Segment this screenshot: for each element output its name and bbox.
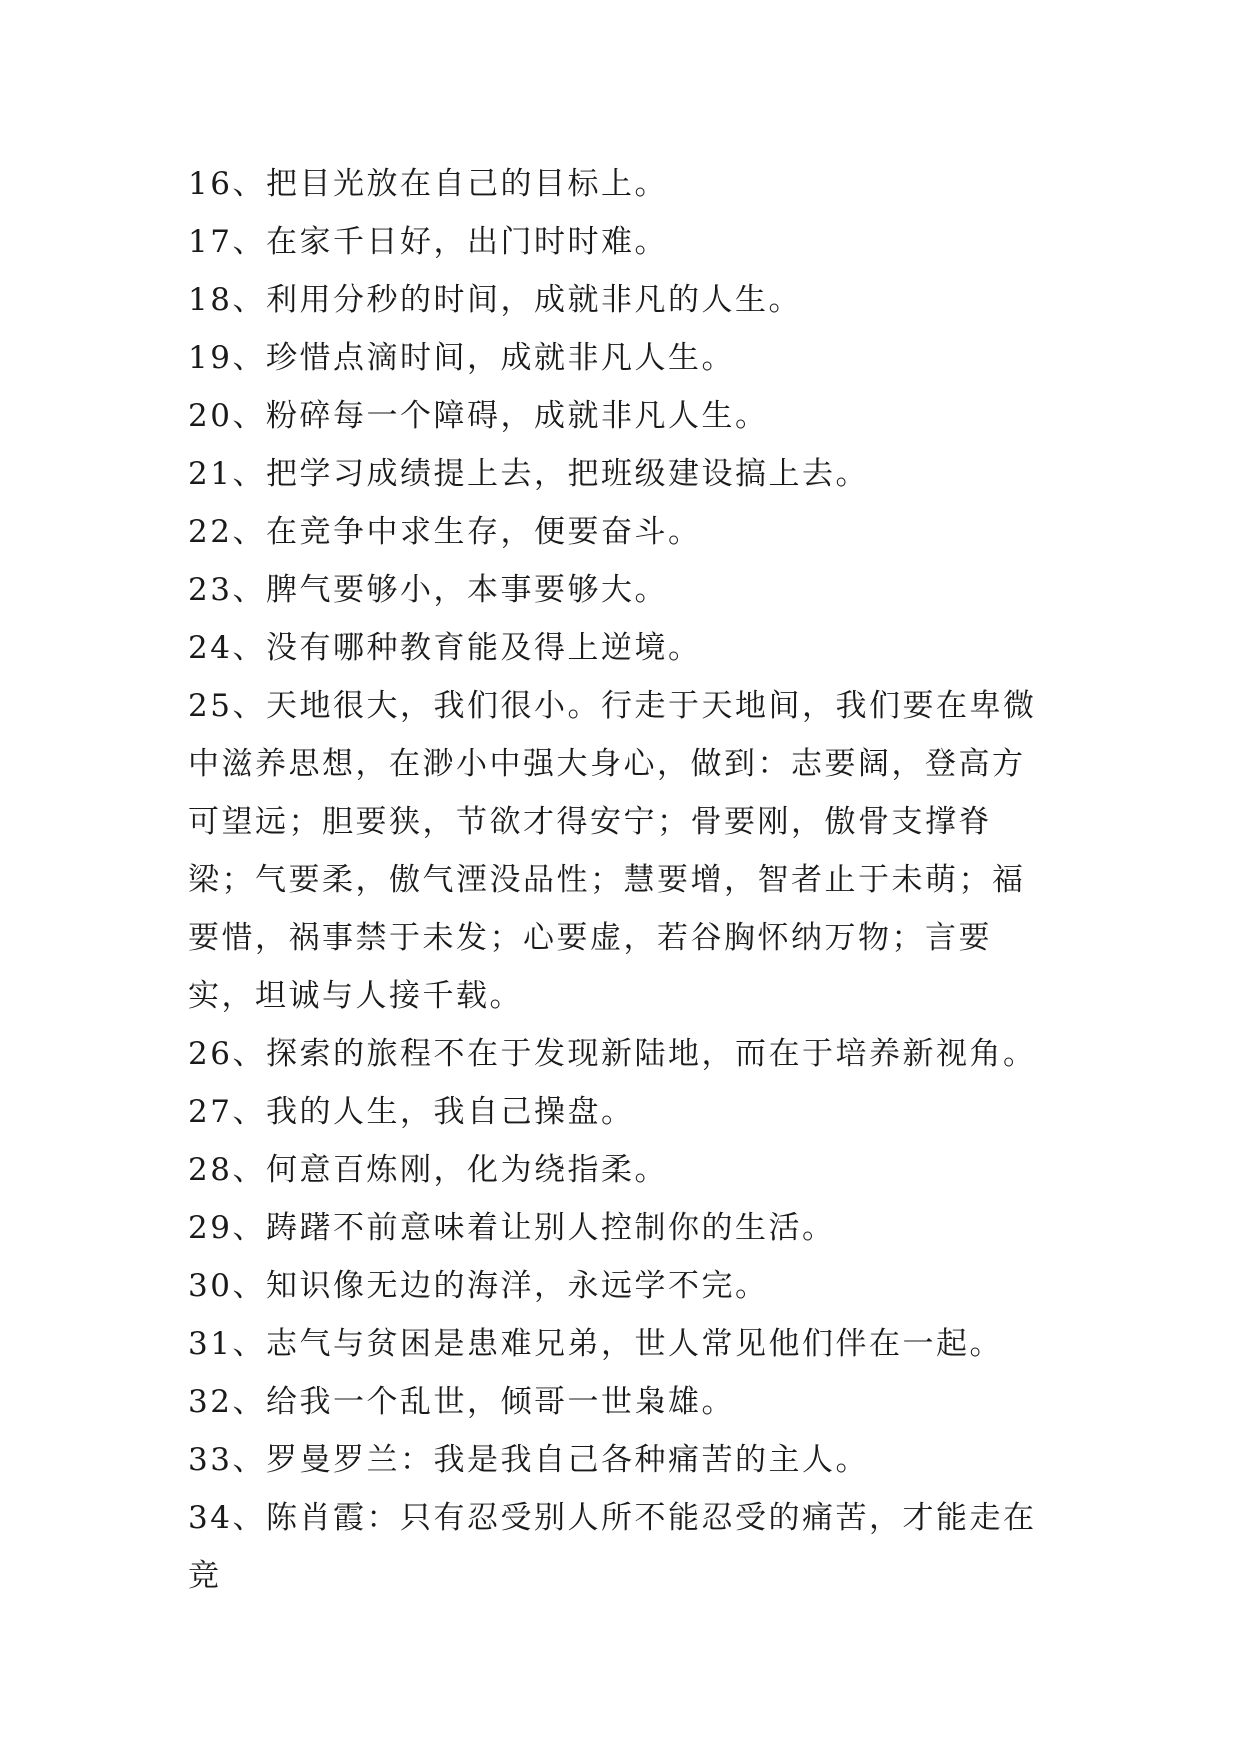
list-item: 19、珍惜点滴时间，成就非凡人生。 (188, 340, 735, 376)
list-item: 31、志气与贫困是患难兄弟，世人常见他们伴在一起。 (188, 1326, 1003, 1362)
list-item: 23、脾气要够小，本事要够大。 (188, 572, 668, 608)
list-item: 21、把学习成绩提上去，把班级建设搞上去。 (188, 456, 869, 492)
list-item: 30、知识像无边的海洋，永远学不完。 (188, 1268, 769, 1304)
list-item: 33、罗曼罗兰：我是我自己各种痛苦的主人。 (188, 1442, 869, 1478)
list-item: 24、没有哪种教育能及得上逆境。 (188, 630, 702, 666)
quote-list (188, 155, 1056, 1605)
list-item: 17、在家千日好，出门时时难。 (188, 224, 668, 260)
list-item: 16、把目光放在自己的目标上。 (188, 166, 668, 202)
list-item: 22、在竞争中求生存，便要奋斗。 (188, 514, 702, 550)
list-item: 28、何意百炼刚，化为绕指柔。 (188, 1152, 668, 1188)
list-item: 27、我的人生，我自己操盘。 (188, 1094, 635, 1130)
list-item: 18、利用分秒的时间，成就非凡的人生。 (188, 282, 802, 318)
list-item: 34、陈肖霞：只有忍受别人所不能忍受的痛苦，才能走在竞 (188, 1500, 1037, 1594)
list-item: 32、给我一个乱世，倾哥一世枭雄。 (188, 1384, 735, 1420)
list-item: 26、探索的旅程不在于发现新陆地，而在于培养新视角。 (188, 1036, 1037, 1072)
list-item: 25、天地很大，我们很小。行走于天地间，我们要在卑微中滋养思想，在渺小中强大身心，做到：志要阔，登高方可望远；胆要狭，节欲才得安宁；骨要刚，傲骨支撑脊梁；气要柔，傲气湮没品性；慧要增，智者止于未萌；福要惜，祸事禁于未发；心要虚，若谷胸怀纳万物；言要实，坦诚与人接千载。 (188, 688, 1037, 1014)
list-item: 20、粉碎每一个障碍，成就非凡人生。 (188, 398, 769, 434)
list-item: 29、踌躇不前意味着让别人控制你的生活。 (188, 1210, 836, 1246)
